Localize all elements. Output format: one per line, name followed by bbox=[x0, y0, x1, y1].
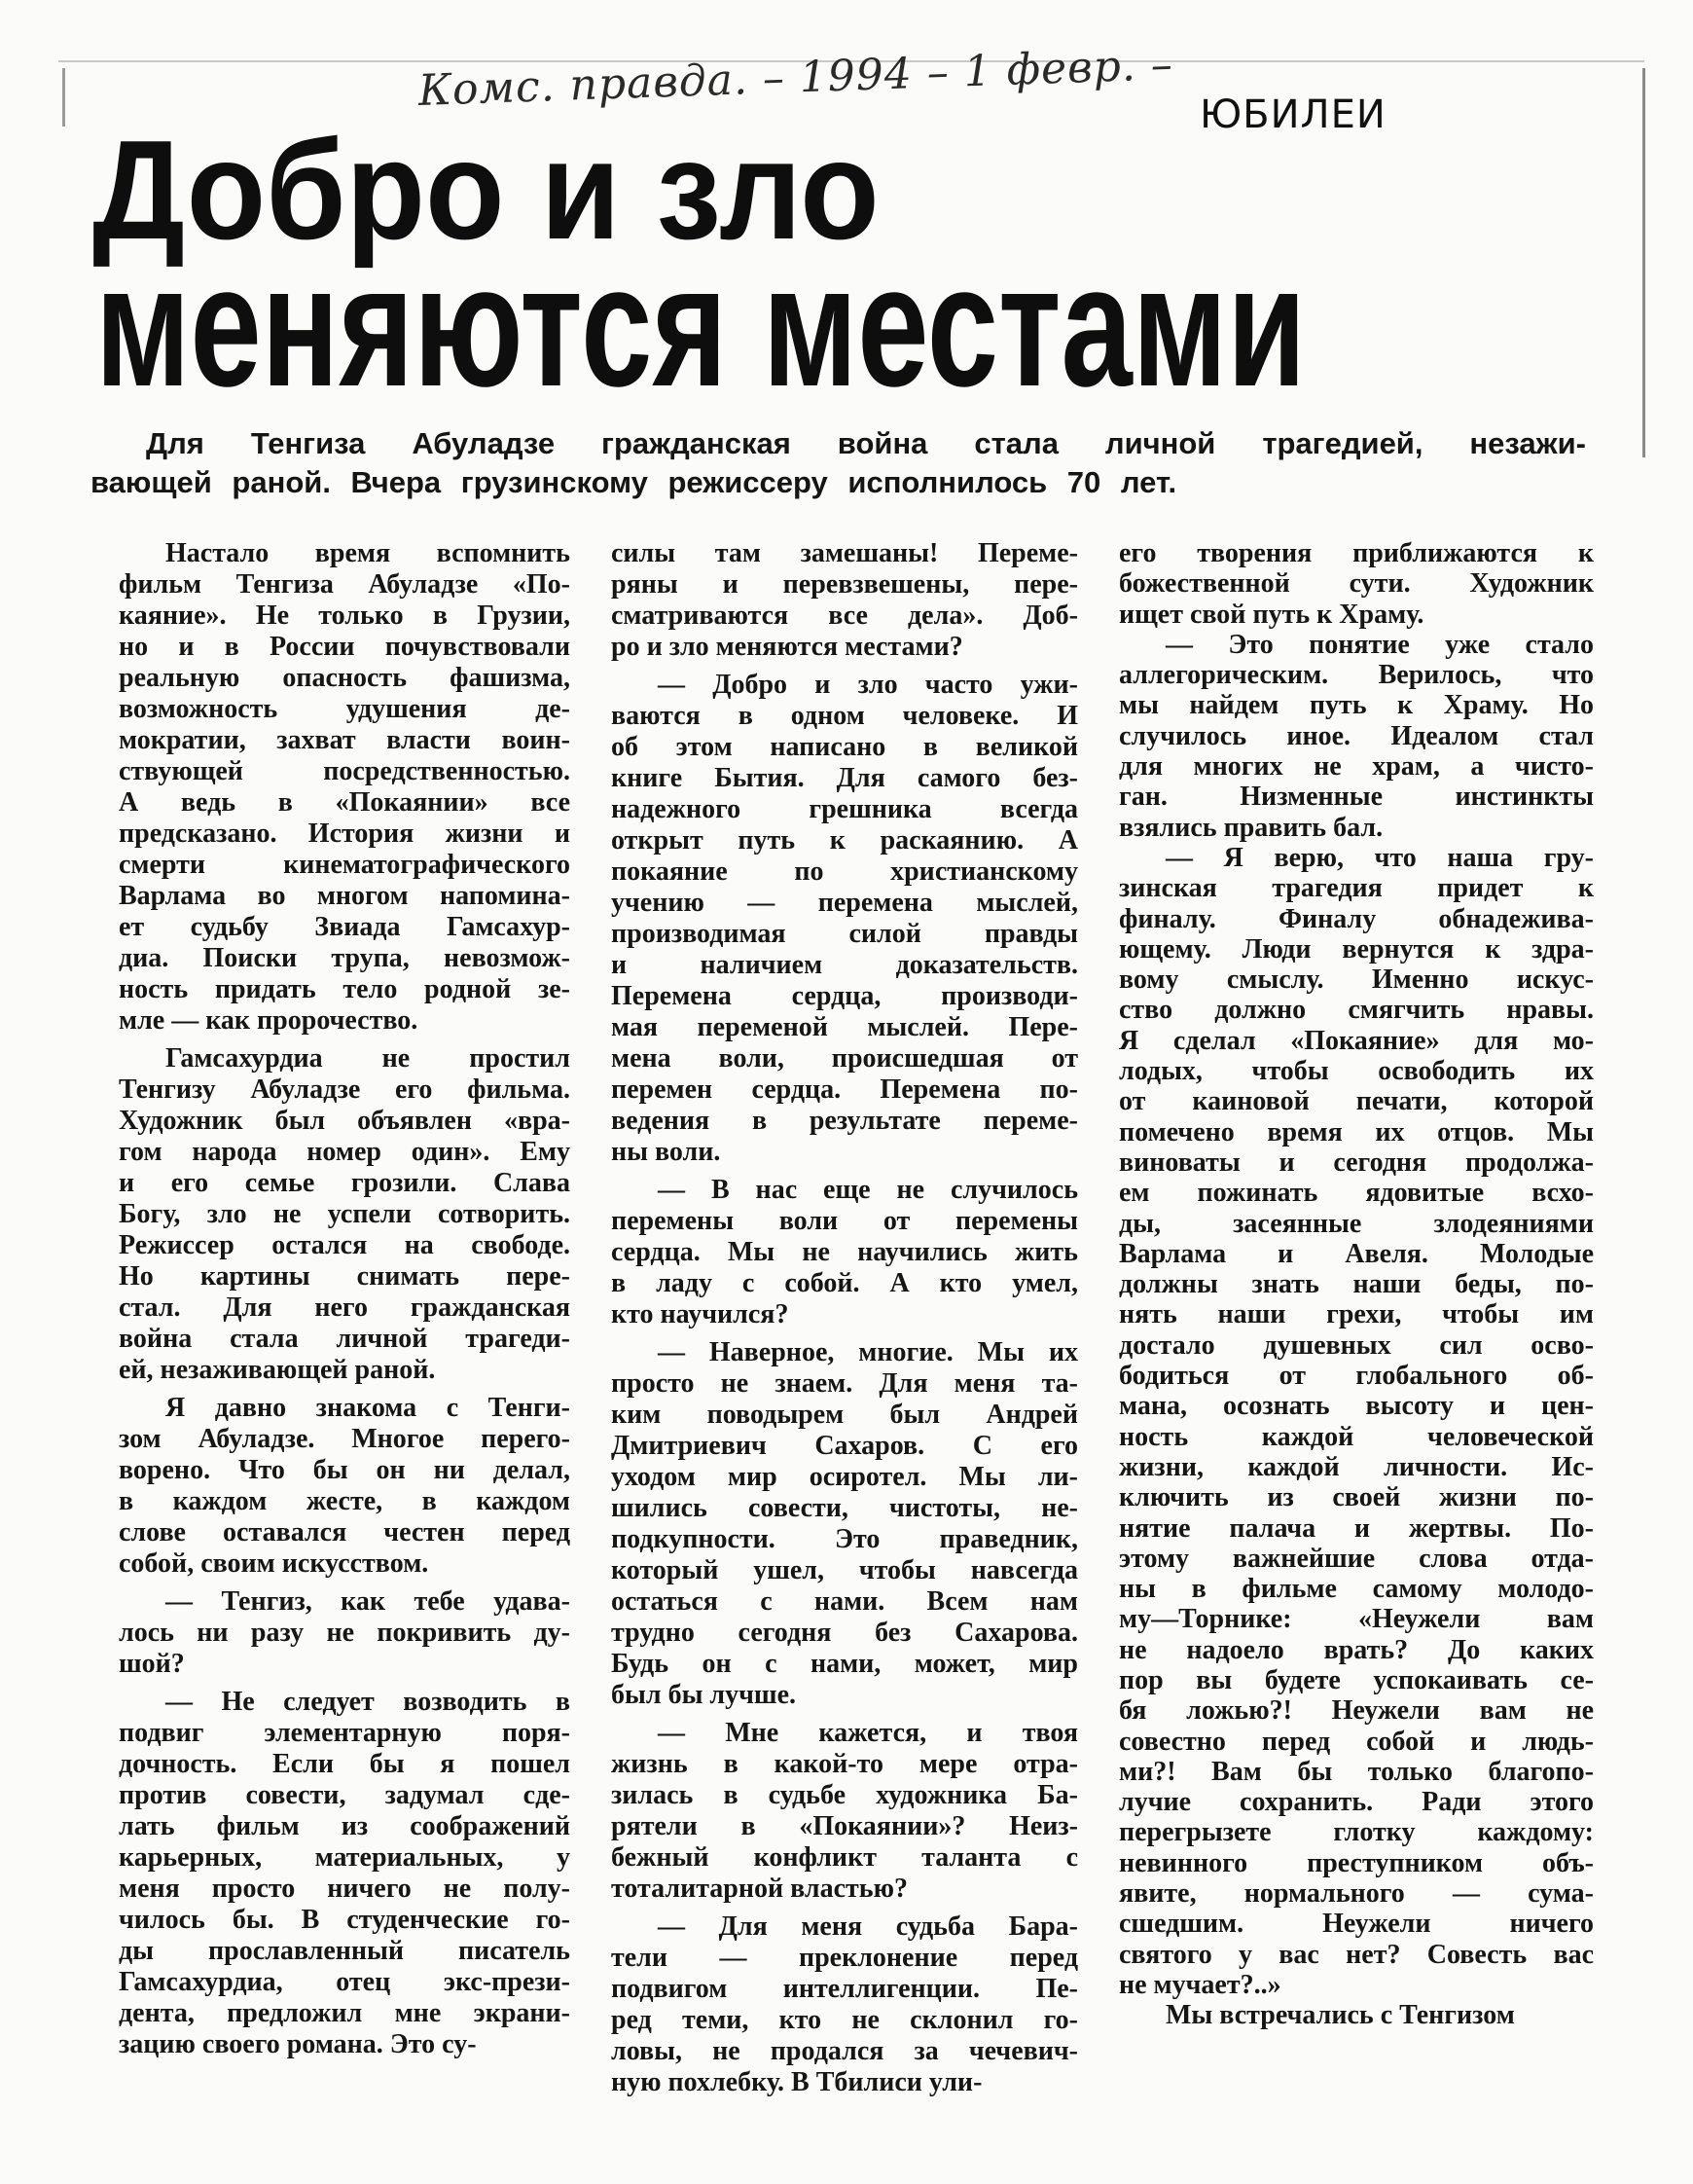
text-line: рятели в «Покаянии»? Неиз- bbox=[611, 1811, 1078, 1841]
text-line: ей, незаживающей раной. bbox=[119, 1355, 436, 1385]
text-line: помечено время их отцов. Мы bbox=[1119, 1116, 1594, 1147]
text-line: — Тенгиз, как тебе удава- bbox=[165, 1586, 570, 1617]
text-line: который ушел, чтобы навсегда bbox=[611, 1555, 1078, 1585]
text-line: и наличием доказательств. bbox=[611, 950, 1078, 980]
text-line: ким поводырем был Андрей bbox=[611, 1400, 1078, 1430]
text-line: каяние». Не только в Грузии, bbox=[119, 601, 570, 631]
text-line: лучие сохранить. Ради этого bbox=[1119, 1787, 1594, 1818]
text-line: Но картины снимать пере- bbox=[119, 1261, 570, 1292]
text-line: покаяние по христианскому bbox=[611, 856, 1078, 887]
text-line: сшедшим. Неужели ничего bbox=[1119, 1909, 1594, 1940]
article-paragraph bbox=[119, 538, 570, 1037]
text-line: смерти кинематографического bbox=[119, 850, 570, 880]
text-line: трудно сегодня без Сахарова. bbox=[611, 1618, 1078, 1648]
article-paragraph bbox=[1119, 630, 1594, 843]
text-line: возможность удушения де- bbox=[119, 694, 570, 724]
text-line: не надоело врать? До каких bbox=[1119, 1634, 1594, 1665]
text-line: Я давно знакома с Тенги- bbox=[165, 1393, 570, 1423]
text-line: ряны и перевзвешены, пере- bbox=[611, 569, 1078, 600]
text-line: мы найдем путь к Храму. Но bbox=[1119, 690, 1594, 721]
text-line: — Это понятие уже стало bbox=[1166, 629, 1594, 660]
text-line: должны знать наши беды, по- bbox=[1119, 1269, 1594, 1300]
text-line: ющему. Люди вернутся к здра- bbox=[1119, 933, 1594, 965]
text-line: зилась в судьбе художника Ба- bbox=[611, 1780, 1078, 1810]
text-line: лось ни разу не покривить ду- bbox=[119, 1618, 570, 1648]
text-line: ство должно смягчить нравы. bbox=[1119, 995, 1594, 1026]
text-line: зацию своего романа. Это су- bbox=[119, 2029, 477, 2059]
text-line: ворено. Что бы он ни делал, bbox=[119, 1455, 570, 1485]
text-line: Тенгизу Абуладзе его фильма. bbox=[119, 1074, 570, 1105]
text-line: бежный конфликт таланта с bbox=[611, 1842, 1078, 1873]
text-line: учению — перемена мыслей, bbox=[611, 888, 1078, 918]
text-line: Богу, зло не успели сотворить. bbox=[119, 1199, 570, 1229]
text-line: перемены воли от перемены bbox=[611, 1206, 1078, 1236]
text-line: Художник был объявлен «вра- bbox=[119, 1106, 570, 1136]
text-line: кто научился? bbox=[611, 1299, 789, 1329]
article-paragraph bbox=[1119, 843, 1594, 2000]
text-line: Будь он с нами, может, мир bbox=[611, 1649, 1078, 1679]
text-line: Перемена сердца, производи- bbox=[611, 981, 1078, 1011]
text-line: реальную опасность фашизма, bbox=[119, 663, 570, 693]
text-line: Мы встречались с Тенгизом bbox=[1166, 2000, 1515, 2031]
section-rubric: ЮБИЛЕИ bbox=[1200, 92, 1387, 137]
text-line: против совести, задумал сде- bbox=[119, 1780, 570, 1810]
article-paragraph bbox=[611, 1718, 1078, 1905]
article-paragraph bbox=[119, 1043, 570, 1386]
text-line: ствующей посредственностью. bbox=[119, 756, 570, 786]
text-line: чилось бы. В студенческие го- bbox=[119, 1905, 570, 1935]
text-line: ны воли. bbox=[611, 1137, 721, 1167]
clipping-left-edge bbox=[62, 68, 65, 127]
text-line: — Для меня судьба Бара- bbox=[658, 1911, 1078, 1942]
text-line: производимая силой правды bbox=[611, 919, 1078, 949]
text-line: собой, своим искусством. bbox=[119, 1548, 429, 1579]
text-line: святого у вас нет? Совесть вас bbox=[1119, 1939, 1594, 1970]
article-paragraph bbox=[119, 1393, 570, 1580]
text-line: но и в России почувствовали bbox=[119, 632, 570, 662]
text-line: ность каждой человеческой bbox=[1119, 1421, 1594, 1452]
text-line: Я сделал «Покаяние» для мо- bbox=[1119, 1025, 1594, 1056]
text-line: мена воли, происшедшая от bbox=[611, 1043, 1078, 1074]
text-line: перегрызете глотку каждому: bbox=[1119, 1817, 1594, 1848]
text-line: был бы лучше. bbox=[611, 1680, 796, 1710]
text-line: достало душевных сил осво- bbox=[1119, 1329, 1594, 1361]
text-line: ловы, не продался за чечевич- bbox=[611, 2036, 1078, 2066]
text-line: сердца. Мы не научились жить bbox=[611, 1237, 1078, 1267]
text-line: вому смыслу. Именно искус- bbox=[1119, 965, 1594, 996]
text-line: ми?! Вам бы только благопо- bbox=[1119, 1756, 1594, 1787]
article-paragraph bbox=[119, 1687, 570, 2060]
text-line: просто не знаем. Для меня та- bbox=[611, 1368, 1078, 1399]
article-column-3 bbox=[1119, 538, 1594, 2031]
text-line: и его семье грозили. Слава bbox=[119, 1168, 570, 1198]
text-line: ды, засеянные злодеяниями bbox=[1119, 1208, 1594, 1239]
text-line: об этом написано в великой bbox=[611, 732, 1078, 762]
text-line: карьерных, материальных, у bbox=[119, 1842, 570, 1873]
text-line: взялись править бал. bbox=[1119, 812, 1384, 843]
text-line: бодиться от глобального об- bbox=[1119, 1361, 1594, 1392]
headline-line-1: Добро и зло bbox=[92, 111, 880, 269]
text-line: бя ложью?! Неужели вам не bbox=[1119, 1695, 1594, 1727]
text-line: нять наши грехи, чтобы им bbox=[1119, 1299, 1594, 1330]
article-paragraph bbox=[1119, 538, 1594, 630]
text-line: стал. Для него гражданская bbox=[119, 1292, 570, 1323]
text-line: силы там замешаны! Переме- bbox=[611, 538, 1078, 568]
text-line: совестно перед собой и людь- bbox=[1119, 1726, 1594, 1757]
text-line: Варлама во многом напомина- bbox=[119, 881, 570, 911]
text-line: случилось иное. Идеалом стал bbox=[1119, 720, 1594, 751]
lead-paragraph bbox=[90, 424, 1586, 502]
article-paragraph bbox=[611, 670, 1078, 1168]
article-paragraph bbox=[611, 1337, 1078, 1711]
text-line: сматриваются все дела». Доб- bbox=[611, 601, 1078, 631]
text-line: ность придать тело родной зе- bbox=[119, 974, 570, 1004]
text-line: невинного преступником объ- bbox=[1119, 1847, 1594, 1878]
text-line: лать фильм из соображений bbox=[119, 1811, 570, 1841]
text-line: открыт путь к раскаянию. А bbox=[611, 825, 1078, 855]
text-line: нятие палача и жертвы. По- bbox=[1119, 1512, 1594, 1544]
text-line: ро и зло меняются местами? bbox=[611, 632, 963, 662]
text-line: пор вы будете успокаивать се- bbox=[1119, 1664, 1594, 1695]
text-line: лодых, чтобы освободить их bbox=[1119, 1056, 1594, 1087]
text-line: ищет свой путь к Храму. bbox=[1119, 599, 1424, 630]
article-column-2 bbox=[611, 538, 1078, 2105]
text-line: слове оставался честен перед bbox=[119, 1517, 570, 1547]
text-line: остаться с нами. Всем нам bbox=[611, 1586, 1078, 1617]
text-line: дента, предложил мне экрани- bbox=[119, 1998, 570, 2028]
text-line: шой? bbox=[119, 1649, 185, 1679]
text-line: ды прославленный писатель bbox=[119, 1936, 570, 1966]
text-line: меня просто ничего не полу- bbox=[119, 1874, 570, 1904]
text-line: А ведь в «Покаянии» все bbox=[119, 787, 570, 818]
text-line: — Добро и зло часто ужи- bbox=[658, 670, 1078, 700]
text-line: для многих не храм, а чисто- bbox=[1119, 751, 1594, 783]
article-paragraph bbox=[611, 1911, 1078, 2098]
text-line: война стала личной трагеди- bbox=[119, 1324, 570, 1354]
text-line: Гамсахурдиа не простил bbox=[165, 1043, 570, 1074]
text-line: подвигом интеллигенции. Пе- bbox=[611, 1974, 1078, 2004]
text-line: ем пожинать ядовитые всхо- bbox=[1119, 1178, 1594, 1209]
text-line: тели — преклонение перед bbox=[611, 1943, 1078, 1973]
text-line: виноваты и сегодня продолжа- bbox=[1119, 1147, 1594, 1178]
text-line: — Мне кажется, и твоя bbox=[658, 1718, 1078, 1748]
text-line: зом Абуладзе. Многое перего- bbox=[119, 1424, 570, 1454]
text-line: от каиновой печати, которой bbox=[1119, 1086, 1594, 1117]
text-line: в каждом жесте, в каждом bbox=[119, 1486, 570, 1516]
text-line: дочность. Если бы я пошел bbox=[119, 1749, 570, 1779]
text-line: — Я верю, что наша гру- bbox=[1166, 842, 1594, 873]
text-line: Гамсахурдиа, отец экс-прези- bbox=[119, 1967, 570, 1997]
text-line: му—Торнике: «Неужели вам bbox=[1119, 1604, 1594, 1635]
text-line: — В нас еще не случилось bbox=[658, 1175, 1078, 1205]
headline-line-2: меняются местами bbox=[95, 229, 1307, 422]
lead-line-1: Для Тенгиза Абуладзе гражданская война стала личной трагедией, незажи- bbox=[146, 426, 1586, 460]
text-line: Режиссер остался на свободе. bbox=[119, 1230, 570, 1260]
text-line: не мучает?..» bbox=[1119, 1969, 1281, 2000]
article-column-1 bbox=[119, 538, 570, 2067]
text-line: мократии, захват власти воин- bbox=[119, 725, 570, 755]
text-line: надежного грешника всегда bbox=[611, 794, 1078, 824]
text-line: гом народа номер один». Ему bbox=[119, 1137, 570, 1167]
text-line: ведения в результате переме- bbox=[611, 1106, 1078, 1136]
text-line: мая переменой мыслей. Пере- bbox=[611, 1012, 1078, 1042]
text-line: — Не следует возводить в bbox=[165, 1687, 570, 1717]
text-line: — Наверное, многие. Мы их bbox=[658, 1337, 1078, 1367]
text-line: ключить из своей жизни по- bbox=[1119, 1482, 1594, 1513]
text-line: подкупности. Это праведник, bbox=[611, 1524, 1078, 1554]
text-line: мана, осознать высоту и цен- bbox=[1119, 1391, 1594, 1422]
text-line: в ладу с собой. А кто умел, bbox=[611, 1268, 1078, 1298]
lead-line-2: вающей раной. Вчера грузинскому режиссеру исполнилось 70 лет. bbox=[90, 465, 1177, 499]
text-line: божественной сути. Художник bbox=[1119, 568, 1594, 600]
text-line: тоталитарной властью? bbox=[611, 1874, 908, 1904]
text-line: диа. Поиски трупа, невозмож- bbox=[119, 943, 570, 973]
text-line: Дмитриевич Сахаров. С его bbox=[611, 1431, 1078, 1461]
article-paragraph bbox=[611, 538, 1078, 663]
text-line: зинская трагедия придет к bbox=[1119, 873, 1594, 904]
text-line: ет судьбу Звиада Гамсахур- bbox=[119, 912, 570, 942]
text-line: Варлама и Авеля. Молодые bbox=[1119, 1238, 1594, 1269]
text-line: аллегорическим. Верилось, что bbox=[1119, 660, 1594, 691]
text-line: фильм Тенгиза Абуладзе «По- bbox=[119, 569, 570, 600]
text-line: ваются в одном человеке. И bbox=[611, 701, 1078, 731]
text-line: книге Бытия. Для самого без- bbox=[611, 763, 1078, 793]
article-paragraph bbox=[119, 1586, 570, 1680]
text-line: перемен сердца. Перемена по- bbox=[611, 1074, 1078, 1105]
article-paragraph bbox=[611, 1175, 1078, 1330]
text-line: уходом мир осиротел. Мы ли- bbox=[611, 1462, 1078, 1492]
handwritten-source-note: Комс. правда. – 1994 – 1 февр. – bbox=[417, 39, 1174, 116]
article-paragraph bbox=[1119, 2000, 1594, 2030]
text-line: финалу. Финалу обнадежива- bbox=[1119, 903, 1594, 934]
text-line: жизнь в какой-то мере отра- bbox=[611, 1749, 1078, 1779]
text-line: ную похлебку. В Тбилиси ули- bbox=[611, 2067, 983, 2097]
text-line: жизни, каждой личности. Ис- bbox=[1119, 1451, 1594, 1482]
text-line: предсказано. История жизни и bbox=[119, 819, 570, 849]
clipping-right-edge bbox=[1642, 68, 1645, 457]
text-line: его творения приближаются к bbox=[1119, 538, 1594, 568]
text-line: этому важнейшие слова отда- bbox=[1119, 1543, 1594, 1574]
text-line: Настало время вспомнить bbox=[165, 538, 570, 568]
text-line: ган. Низменные инстинкты bbox=[1119, 782, 1594, 813]
text-line: ред теми, кто не склонил го- bbox=[611, 2005, 1078, 2035]
text-line: мле — как пророчество. bbox=[119, 1005, 418, 1036]
text-line: подвиг элементарную поря- bbox=[119, 1718, 570, 1748]
text-line: ны в фильме самому молодо- bbox=[1119, 1574, 1594, 1605]
text-line: шились совести, чистоты, не- bbox=[611, 1493, 1078, 1523]
text-line: явите, нормального — сума- bbox=[1119, 1878, 1594, 1910]
